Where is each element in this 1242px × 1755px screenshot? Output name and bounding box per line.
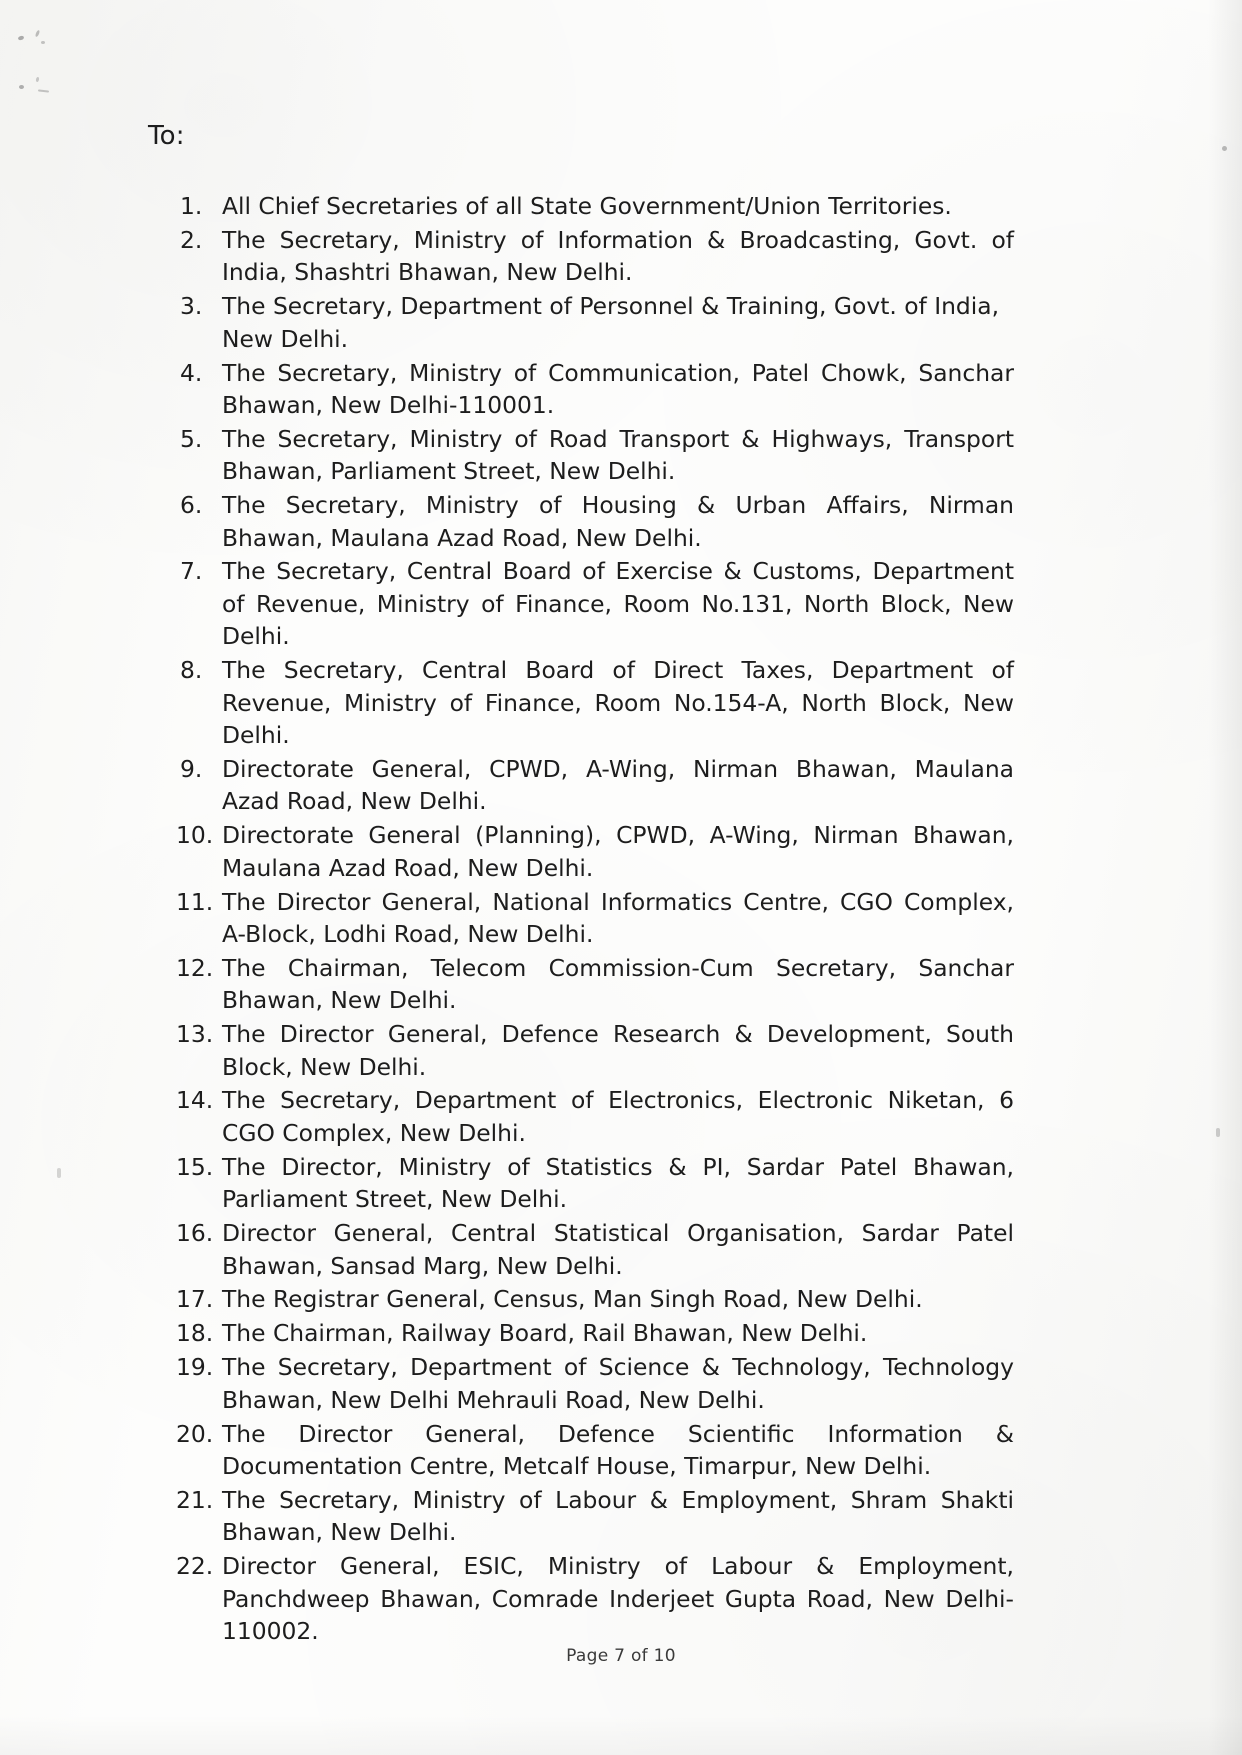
addressee-item — [176, 952, 1014, 1017]
addressee-item — [176, 224, 1014, 289]
addressee-text: The Secretary, Ministry of Information & Broadcasting, Govt. of India, Shashtri Bhawan, New Delhi. — [222, 225, 1014, 287]
addressee-item — [176, 555, 1014, 652]
addressee-item — [176, 1484, 1014, 1549]
addressee-number: 15. — [176, 1152, 214, 1181]
addressee-item — [176, 1217, 1014, 1282]
addressee-list — [176, 190, 1014, 1649]
addressee-number: 4. — [180, 358, 203, 387]
addressee-item — [176, 423, 1014, 488]
addressee-number: 5. — [180, 424, 203, 453]
scan-speck — [36, 77, 40, 83]
addressee-text: The Secretary, Department of Electronics, Electronic Niketan, 6 CGO Complex, New Delhi. — [222, 1086, 1014, 1147]
addressee-text: The Secretary, Central Board of Direct Taxes, Department of Revenue, Ministry of Finance, Room No.154-A, North Block, New Delhi. — [222, 656, 1014, 749]
addressee-item — [176, 1084, 1014, 1149]
to-label: To: — [148, 121, 185, 151]
addressee-item — [176, 886, 1014, 951]
addressee-number: 11. — [176, 887, 214, 916]
addressee-text: The Director General, Defence Scientific Information & Documentation Centre, Metcalf House, Timarpur, New Delhi. — [222, 1419, 1014, 1480]
addressee-number: 9. — [180, 754, 203, 783]
scan-speck — [1222, 146, 1227, 151]
addressee-number: 19. — [176, 1353, 214, 1382]
scan-speck — [57, 1168, 61, 1178]
scan-edge-shadow-bottom — [0, 1715, 1242, 1755]
scan-speck — [38, 89, 49, 92]
addressee-item — [176, 753, 1014, 818]
addressee-item — [176, 654, 1014, 751]
addressee-number: 18. — [176, 1319, 214, 1348]
scan-speck — [19, 85, 24, 89]
scan-speck — [18, 35, 25, 41]
addressee-number: 21. — [176, 1485, 214, 1514]
addressee-number: 14. — [176, 1086, 214, 1115]
page-footer: Page 7 of 10 — [566, 1646, 676, 1666]
addressee-number: 8. — [180, 656, 203, 685]
addressee-text: The Director General, National Informatics Centre, CGO Complex, A-Block, Lodhi Road, New Delhi. — [222, 887, 1014, 948]
addressee-item — [176, 1418, 1014, 1483]
addressee-text: The Secretary, Ministry of Housing & Urban Affairs, Nirman Bhawan, Maulana Azad Road, New Delhi. — [222, 491, 1014, 552]
addressee-text: The Secretary, Ministry of Communication, Patel Chowk, Sanchar Bhawan, New Delhi-110001. — [222, 358, 1014, 419]
addressee-number: 10. — [176, 821, 214, 850]
addressee-text: The Secretary, Department of Science & Technology, Technology Bhawan, New Delhi Mehrauli Road, New Delhi. — [222, 1353, 1014, 1414]
addressee-item — [176, 190, 1014, 222]
addressee-item — [176, 290, 1014, 355]
scan-speck — [35, 30, 41, 38]
addressee-item — [176, 1317, 1014, 1349]
addressee-text: The Director, Ministry of Statistics & PI, Sardar Patel Bhawan, Parliament Street, New Delhi. — [222, 1152, 1014, 1214]
addressee-text: Director General, Central Statistical Organisation, Sardar Patel Bhawan, Sansad Marg, New Delhi. — [222, 1219, 1014, 1280]
addressee-text: The Secretary, Central Board of Exercise & Customs, Department of Revenue, Ministry of Finance, Room No.131, North Block, New Delhi. — [222, 557, 1014, 651]
addressee-text: The Secretary, Ministry of Labour & Employment, Shram Shakti Bhawan, New Delhi. — [222, 1485, 1014, 1547]
addressee-number: 16. — [176, 1219, 214, 1248]
addressee-item — [176, 357, 1014, 422]
addressee-text: Directorate General, CPWD, A-Wing, Nirman Bhawan, Maulana Azad Road, New Delhi. — [222, 754, 1014, 816]
addressee-item — [176, 1351, 1014, 1416]
addressee-text: The Secretary, Department of Personnel & Training, Govt. of India, New Delhi. — [222, 292, 1000, 353]
addressee-item — [176, 1018, 1014, 1083]
addressee-text: The Registrar General, Census, Man Singh Road, New Delhi. — [222, 1285, 923, 1314]
addressee-text: Directorate General (Planning), CPWD, A-Wing, Nirman Bhawan, Maulana Azad Road, New Delhi. — [222, 821, 1014, 882]
addressee-item — [176, 1283, 1014, 1315]
scan-speck — [1216, 1128, 1220, 1137]
scan-edge-shadow-right — [1208, 0, 1242, 1755]
scan-speck — [41, 41, 45, 44]
addressee-number: 3. — [180, 292, 203, 321]
addressee-text: The Chairman, Telecom Commission-Cum Secretary, Sanchar Bhawan, New Delhi. — [222, 953, 1014, 1015]
addressee-text: The Secretary, Ministry of Road Transport & Highways, Transport Bhawan, Parliament Street, New Delhi. — [222, 424, 1014, 486]
addressee-item — [176, 1151, 1014, 1216]
addressee-number: 17. — [176, 1285, 214, 1314]
addressee-number: 13. — [176, 1020, 214, 1049]
addressee-text: The Director General, Defence Research & Development, South Block, New Delhi. — [222, 1020, 1014, 1081]
addressee-number: 20. — [176, 1419, 214, 1448]
addressee-text: The Chairman, Railway Board, Rail Bhawan, New Delhi. — [222, 1319, 868, 1348]
addressee-number: 7. — [180, 557, 203, 586]
addressee-number: 1. — [180, 192, 203, 220]
addressee-item — [176, 489, 1014, 554]
addressee-item — [176, 1550, 1014, 1647]
addressee-number: 22. — [176, 1552, 214, 1581]
addressee-number: 6. — [180, 491, 203, 520]
addressee-number: 12. — [176, 953, 214, 982]
addressee-item — [176, 819, 1014, 884]
addressee-text: Director General, ESIC, Ministry of Labour & Employment, Panchdweep Bhawan, Comrade Inderjeet Gupta Road, New Delhi-110002. — [222, 1552, 1014, 1645]
addressee-text: All Chief Secretaries of all State Government/Union Territories. — [222, 192, 952, 220]
addressee-number: 2. — [180, 225, 203, 254]
